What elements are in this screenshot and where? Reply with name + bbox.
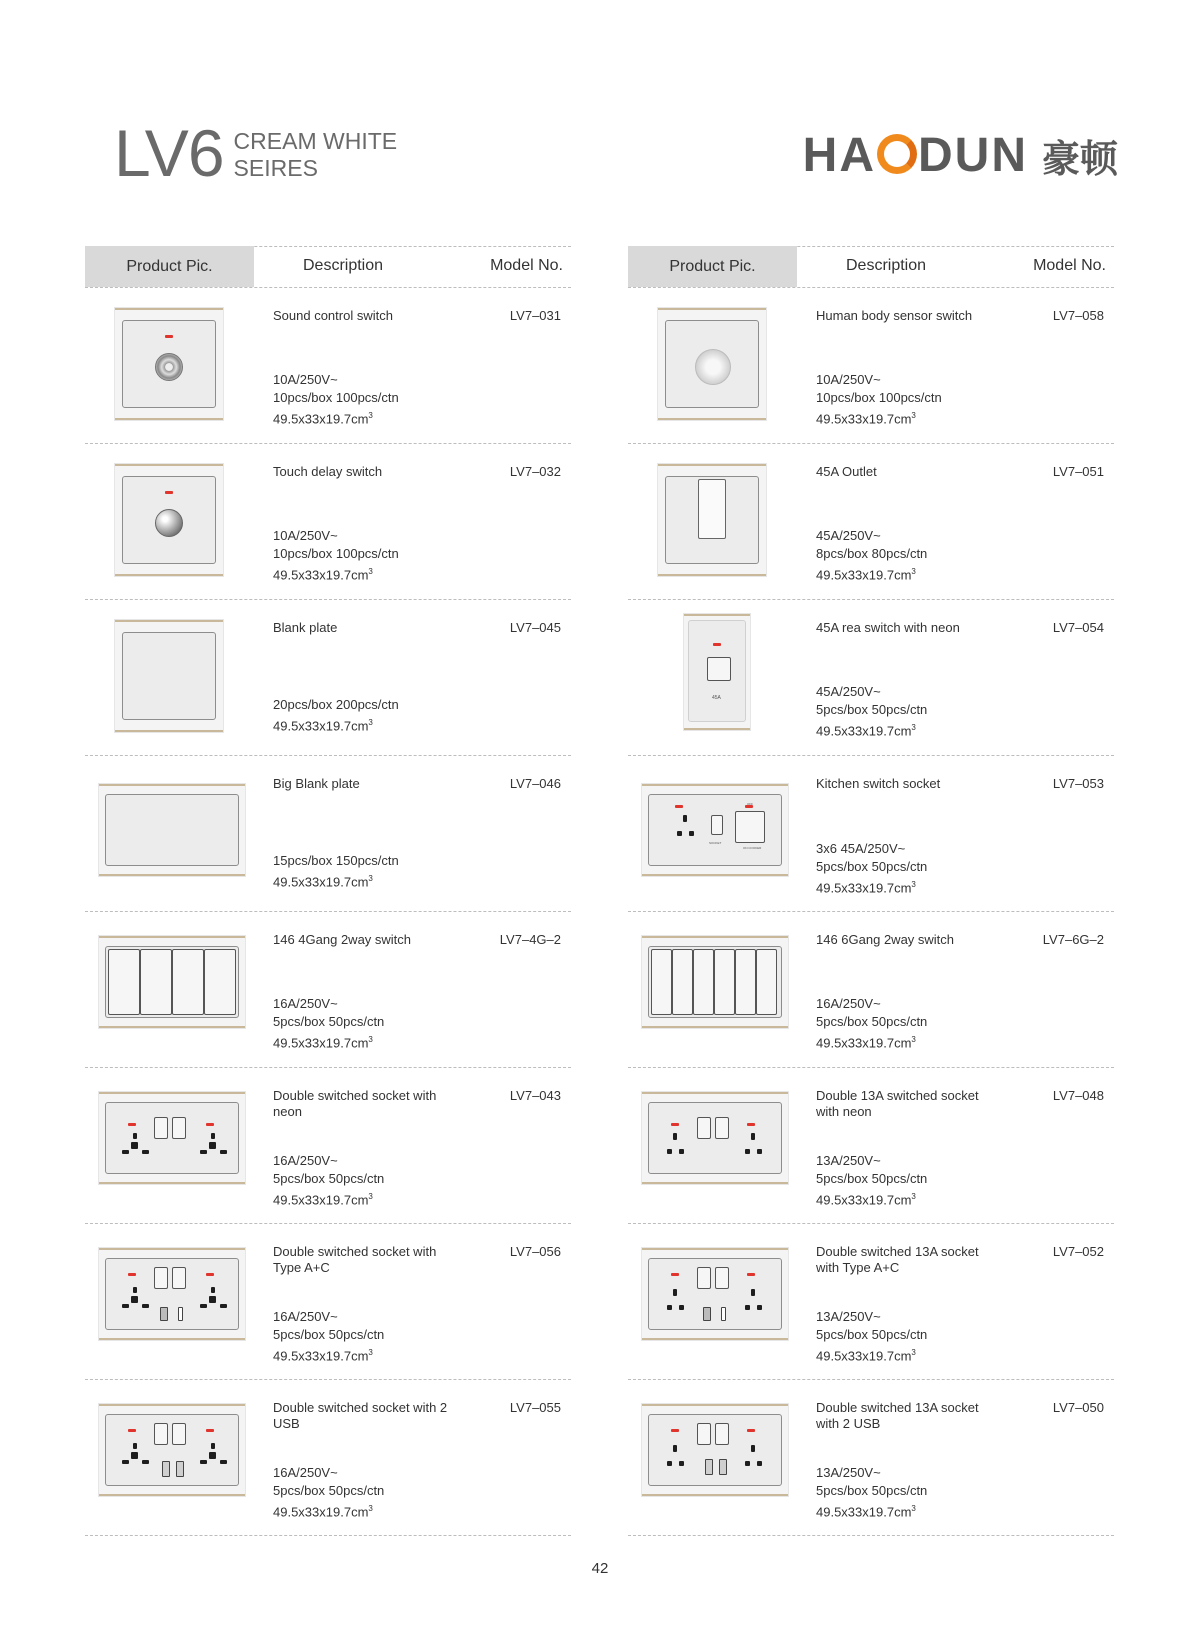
series-name-line2: SEIRES (233, 155, 318, 181)
spec-line: 13A/250V~ (816, 1153, 881, 1168)
socket-pin (133, 1133, 137, 1139)
header-product-pic: Product Pic. (628, 246, 797, 287)
product-description: Double switched socket with 2 USB (273, 1400, 448, 1431)
spec-line: 5pcs/box 50pcs/ctn (816, 1483, 928, 1498)
socket-pin (133, 1287, 137, 1293)
product-description: Blank plate (273, 620, 338, 635)
unit-superscript: 3 (368, 1035, 373, 1044)
rocker-switch (108, 949, 140, 1015)
plate-frame (99, 1248, 245, 1340)
unit-superscript: 3 (368, 1504, 373, 1513)
socket-pin (745, 1461, 750, 1466)
neon-indicator (747, 1429, 755, 1432)
product-row (628, 756, 1114, 912)
socket-pin (122, 1460, 129, 1464)
plate-face (105, 1102, 239, 1174)
spec-line: 10A/250V~ (273, 372, 338, 387)
product-specs (273, 696, 399, 735)
product-specs (273, 527, 399, 584)
plate-face (648, 1414, 782, 1486)
spec-line: $49.5x33x19.7cm^3$ (816, 880, 916, 896)
spec-line: 5pcs/box 50pcs/ctn (273, 1014, 385, 1029)
spec-line: 10A/250V~ (273, 528, 338, 543)
spec-line: 16A/250V~ (273, 1309, 338, 1324)
neon-indicator (206, 1123, 214, 1126)
spec-line: 10pcs/box 100pcs/ctn (273, 546, 399, 561)
socket-pin (689, 831, 694, 836)
socket-pin (745, 1149, 750, 1154)
header-description: Description (303, 257, 384, 274)
spec-line: 3x6 45A/250V~ (816, 841, 906, 856)
spec-line: $49.5x33x19.7cm^3$ (273, 1192, 373, 1208)
plate-face (105, 1414, 239, 1486)
rocker-switch (154, 1423, 168, 1445)
product-specs (816, 840, 927, 897)
spec-line: $49.5x33x19.7cm^3$ (273, 1035, 373, 1051)
product-specs (816, 1308, 927, 1365)
neon-indicator (128, 1123, 136, 1126)
microphone-icon (155, 353, 183, 381)
neon-indicator (165, 335, 173, 338)
spec-line: $49.5x33x19.7cm^3$ (816, 1348, 916, 1364)
socket-pin (211, 1287, 215, 1293)
unit-superscript: 3 (368, 718, 373, 727)
product-description: Big Blank plate (273, 776, 360, 791)
spec-line: $49.5x33x19.7cm^3$ (273, 411, 373, 427)
model-number: LV7–058 (1052, 308, 1104, 323)
rocker-switch (735, 949, 756, 1015)
unit-superscript: 3 (911, 1348, 916, 1357)
spec-line: $49.5x33x19.7cm^3$ (816, 567, 916, 583)
spec-line: $49.5x33x19.7cm^3$ (273, 718, 373, 734)
plate-frame (658, 464, 766, 576)
rocker-switch (154, 1267, 168, 1289)
neon-indicator (671, 1123, 679, 1126)
human-sensor-switch-icon (642, 288, 790, 443)
plate-frame (658, 308, 766, 420)
kitchen-switch-socket-icon (642, 756, 790, 911)
plate-frame (115, 620, 223, 732)
product-description: Double switched socket with neon (273, 1088, 437, 1119)
plate-frame (642, 1248, 788, 1340)
six-gang-switch-icon (642, 912, 790, 1067)
product-specs (273, 1464, 384, 1521)
series-name-line1: CREAM WHITE (233, 128, 398, 154)
neon-indicator (206, 1429, 214, 1432)
model-number: LV7–4G–2 (499, 932, 561, 947)
product-description: Double switched socket with Type A+C (273, 1244, 437, 1275)
socket-pin (200, 1150, 207, 1154)
product-row (628, 600, 1114, 756)
product-table-left (85, 246, 571, 1536)
product-row (85, 600, 571, 756)
neon-indicator (747, 1123, 755, 1126)
rocker-switch (172, 1423, 186, 1445)
plate-face (122, 320, 216, 408)
plate-face (665, 476, 759, 564)
socket-pin (209, 1452, 216, 1459)
product-specs (816, 1464, 927, 1521)
socket-pin (211, 1133, 215, 1139)
rocker-switch (204, 949, 236, 1015)
product-row (85, 1380, 571, 1536)
plate-frame (115, 308, 223, 420)
touch-button-icon (155, 509, 183, 537)
spec-line: 45A/250V~ (816, 528, 881, 543)
double-13a-socket-2usb-icon (642, 1380, 790, 1535)
product-description: Human body sensor switch (816, 308, 973, 323)
plate-face (122, 632, 216, 720)
double-socket-neon-icon (99, 1068, 247, 1223)
neon-indicator (128, 1429, 136, 1432)
spec-line: $49.5x33x19.7cm^3$ (273, 1504, 373, 1520)
plate-marking: SOCKET (709, 841, 722, 845)
plate-frame (99, 1092, 245, 1184)
unit-superscript: 3 (368, 567, 373, 576)
product-description: 146 4Gang 2way switch (273, 932, 412, 947)
product-row (85, 756, 571, 912)
product-description: 146 6Gang 2way switch (816, 932, 955, 947)
plate-frame (115, 464, 223, 576)
neon-indicator (206, 1273, 214, 1276)
sound-control-switch-icon (99, 288, 247, 443)
product-description: 45A rea switch with neon (816, 620, 960, 635)
usb-port (719, 1459, 727, 1475)
unit-superscript: 3 (911, 880, 916, 889)
spec-line: 5pcs/box 50pcs/ctn (816, 1014, 928, 1029)
plate-marking: 45A (712, 695, 721, 701)
product-row (628, 1068, 1114, 1224)
brand-wordmark: HA DUN (802, 129, 1028, 182)
spec-line: 16A/250V~ (273, 996, 338, 1011)
socket-pin (751, 1133, 755, 1140)
spec-line: $49.5x33x19.7cm^3$ (816, 411, 916, 427)
socket-pin (142, 1150, 149, 1154)
spec-line: $49.5x33x19.7cm^3$ (273, 1348, 373, 1364)
socket-pin (673, 1445, 677, 1452)
model-number: LV7–031 (509, 308, 561, 323)
neon-indicator (165, 491, 173, 494)
socket-pin (220, 1304, 227, 1308)
product-specs (816, 683, 927, 740)
product-row (628, 912, 1114, 1068)
product-description: Double switched 13A socket with 2 USB (816, 1400, 979, 1431)
spec-line: 16A/250V~ (816, 996, 881, 1011)
45a-outlet-icon (642, 444, 790, 599)
model-number: LV7–053 (1052, 776, 1104, 791)
plate-face (105, 946, 239, 1018)
socket-pin (131, 1296, 138, 1303)
product-row (85, 288, 571, 444)
plate-frame (642, 1404, 788, 1496)
rocker-switch (715, 1267, 729, 1289)
spec-line: 5pcs/box 50pcs/ctn (273, 1171, 385, 1186)
plate-frame (642, 1092, 788, 1184)
spec-line: 5pcs/box 50pcs/ctn (273, 1483, 385, 1498)
header-description: Description (846, 257, 927, 274)
outlet-switch (698, 479, 726, 539)
product-row (628, 288, 1114, 444)
socket-pin (142, 1460, 149, 1464)
spec-line: $49.5x33x19.7cm^3$ (816, 723, 916, 739)
socket-pin (200, 1460, 207, 1464)
plate-frame (684, 614, 750, 730)
product-specs (816, 1152, 927, 1209)
model-number: LV7–045 (509, 620, 561, 635)
spec-line: 13A/250V~ (816, 1465, 881, 1480)
rocker-switch (715, 1117, 729, 1139)
product-specs (273, 995, 384, 1052)
rocker-switch (711, 815, 723, 835)
unit-superscript: 3 (368, 874, 373, 883)
socket-pin (757, 1149, 762, 1154)
unit-superscript: 3 (368, 1192, 373, 1201)
product-row (85, 912, 571, 1068)
spec-line: $49.5x33x19.7cm^3$ (816, 1192, 916, 1208)
product-description: Double 13A switched socket with neon (816, 1088, 979, 1119)
big-blank-plate-icon (99, 756, 247, 911)
plate-frame (642, 936, 788, 1028)
unit-superscript: 3 (911, 567, 916, 576)
product-description: Double switched 13A socket with Type A+C (816, 1244, 979, 1275)
product-specs (273, 852, 399, 891)
rocker-switch (140, 949, 172, 1015)
model-number: LV7–046 (509, 776, 561, 791)
plate-frame (642, 784, 788, 876)
usb-port (160, 1307, 168, 1321)
socket-pin (757, 1461, 762, 1466)
socket-pin (683, 815, 687, 822)
plate-face (105, 1258, 239, 1330)
socket-pin (667, 1461, 672, 1466)
rocker-switch (714, 949, 735, 1015)
product-row (85, 1068, 571, 1224)
brand-o-icon (877, 134, 917, 174)
socket-pin (211, 1443, 215, 1449)
plate-frame (99, 784, 245, 876)
unit-superscript: 3 (368, 411, 373, 420)
usb-port (703, 1307, 711, 1321)
motion-sensor-icon (695, 349, 731, 385)
spec-line: $49.5x33x19.7cm^3$ (816, 1035, 916, 1051)
product-specs (816, 527, 927, 584)
spec-line: 45A/250V~ (816, 684, 881, 699)
plate-face (105, 794, 239, 866)
spec-line: 16A/250V~ (273, 1465, 338, 1480)
socket-pin (200, 1304, 207, 1308)
socket-pin (745, 1305, 750, 1310)
spec-line: 8pcs/box 80pcs/ctn (816, 546, 928, 561)
model-number: LV7–032 (509, 464, 561, 479)
model-number: LV7–050 (1052, 1400, 1104, 1415)
rocker-switch (715, 1423, 729, 1445)
45a-switch-neon-icon (642, 600, 790, 755)
touch-delay-switch-icon (99, 444, 247, 599)
neon-indicator (671, 1273, 679, 1276)
product-specs (273, 1152, 384, 1209)
socket-pin (131, 1452, 138, 1459)
usb-port (162, 1461, 170, 1477)
rocker-switch (697, 1117, 711, 1139)
unit-superscript: 3 (911, 1192, 916, 1201)
product-row (85, 444, 571, 600)
socket-pin (122, 1304, 129, 1308)
series-name (234, 128, 398, 182)
model-number: LV7–056 (509, 1244, 561, 1259)
double-socket-2usb-icon (99, 1380, 247, 1535)
product-specs (816, 371, 942, 428)
unit-superscript: 3 (911, 1035, 916, 1044)
socket-pin (667, 1149, 672, 1154)
product-description: Touch delay switch (273, 464, 383, 479)
socket-pin (679, 1305, 684, 1310)
socket-pin (679, 1149, 684, 1154)
table-header (85, 246, 571, 288)
rocker-switch (697, 1423, 711, 1445)
usb-port (705, 1459, 713, 1475)
product-specs (816, 995, 927, 1052)
header-model-no: Model No. (490, 257, 563, 274)
socket-pin (220, 1150, 227, 1154)
usb-port (176, 1461, 184, 1477)
rocker-switch (154, 1117, 168, 1139)
unit-superscript: 3 (911, 723, 916, 732)
spec-line: 5pcs/box 50pcs/ctn (816, 702, 928, 717)
socket-pin (142, 1304, 149, 1308)
series-code: LV6 (114, 116, 224, 190)
spec-line: 5pcs/box 50pcs/ctn (273, 1327, 385, 1342)
rocker-switch (172, 949, 204, 1015)
model-number: LV7–054 (1052, 620, 1104, 635)
plate-face (648, 946, 782, 1018)
socket-pin (673, 1289, 677, 1296)
usb-port (178, 1307, 183, 1321)
usb-port (721, 1307, 726, 1321)
plate-marking: ON COOKER (743, 846, 762, 850)
double-socket-type-ac-icon (99, 1224, 247, 1379)
plate-face (688, 620, 746, 722)
model-number: LV7–051 (1052, 464, 1104, 479)
blank-plate-icon (99, 600, 247, 755)
plate-face (665, 320, 759, 408)
spec-line: $49.5x33x19.7cm^3$ (273, 567, 373, 583)
neon-indicator (671, 1429, 679, 1432)
socket-pin (209, 1296, 216, 1303)
spec-line: $49.5x33x19.7cm^3$ (273, 874, 373, 890)
model-number: LV7–043 (509, 1088, 561, 1103)
plate-frame (99, 936, 245, 1028)
spec-line: $49.5x33x19.7cm^3$ (816, 1504, 916, 1520)
socket-pin (131, 1142, 138, 1149)
product-row (85, 1224, 571, 1380)
spec-line: 13A/250V~ (816, 1309, 881, 1324)
plate-face (122, 476, 216, 564)
rocker-switch (697, 1267, 711, 1289)
socket-pin (751, 1445, 755, 1452)
neon-indicator (747, 1273, 755, 1276)
model-number: LV7–055 (509, 1400, 561, 1415)
plate-face (648, 1102, 782, 1174)
double-13a-socket-type-ac-icon (642, 1224, 790, 1379)
brand-chinese: 豪顿 (1041, 137, 1118, 181)
product-row (628, 1380, 1114, 1536)
rocker-switch (672, 949, 693, 1015)
product-row (628, 444, 1114, 600)
product-description: Sound control switch (273, 308, 393, 323)
header-product-pic: Product Pic. (85, 246, 254, 287)
rocker-switch (735, 811, 765, 843)
plate-face (648, 794, 782, 866)
plate-face (648, 1258, 782, 1330)
neon-indicator (713, 643, 721, 646)
double-13a-socket-neon-icon (642, 1068, 790, 1223)
spec-line: 16A/250V~ (273, 1153, 338, 1168)
socket-pin (122, 1150, 129, 1154)
product-specs (273, 371, 399, 428)
spec-line: 20pcs/box 200pcs/ctn (273, 697, 399, 712)
table-header (628, 246, 1114, 288)
unit-superscript: 3 (911, 1504, 916, 1513)
product-specs (273, 1308, 384, 1365)
plate-marking: OFF (747, 802, 753, 806)
product-description: 45A Outlet (816, 464, 877, 479)
page-number: 42 (591, 1560, 609, 1577)
header-model-no: Model No. (1033, 257, 1106, 274)
socket-pin (673, 1133, 677, 1140)
model-number: LV7–048 (1052, 1088, 1104, 1103)
rocker-switch (651, 949, 672, 1015)
plate-frame (99, 1404, 245, 1496)
rocker-switch (707, 657, 731, 681)
unit-superscript: 3 (368, 1348, 373, 1357)
spec-line: 10A/250V~ (816, 372, 881, 387)
socket-pin (133, 1443, 137, 1449)
spec-line: 5pcs/box 50pcs/ctn (816, 1171, 928, 1186)
socket-pin (667, 1305, 672, 1310)
series-title (114, 116, 398, 190)
socket-pin (209, 1142, 216, 1149)
rocker-switch (172, 1117, 186, 1139)
product-row (628, 1224, 1114, 1380)
unit-superscript: 3 (911, 411, 916, 420)
model-number: LV7–6G–2 (1042, 932, 1104, 947)
spec-line: 15pcs/box 150pcs/ctn (273, 853, 399, 868)
neon-indicator (675, 805, 683, 808)
socket-pin (220, 1460, 227, 1464)
neon-indicator (128, 1273, 136, 1276)
product-table-right (628, 246, 1114, 1536)
rocker-switch (756, 949, 777, 1015)
rocker-switch (693, 949, 714, 1015)
socket-pin (757, 1305, 762, 1310)
spec-line: 10pcs/box 100pcs/ctn (273, 390, 399, 405)
model-number: LV7–052 (1052, 1244, 1104, 1259)
socket-pin (751, 1289, 755, 1296)
rocker-switch (172, 1267, 186, 1289)
brand-logo (803, 128, 1118, 183)
product-description: Kitchen switch socket (816, 776, 941, 791)
socket-pin (679, 1461, 684, 1466)
four-gang-switch-icon (99, 912, 247, 1067)
spec-line: 5pcs/box 50pcs/ctn (816, 1327, 928, 1342)
spec-line: 10pcs/box 100pcs/ctn (816, 390, 942, 405)
spec-line: 5pcs/box 50pcs/ctn (816, 859, 928, 874)
socket-pin (677, 831, 682, 836)
